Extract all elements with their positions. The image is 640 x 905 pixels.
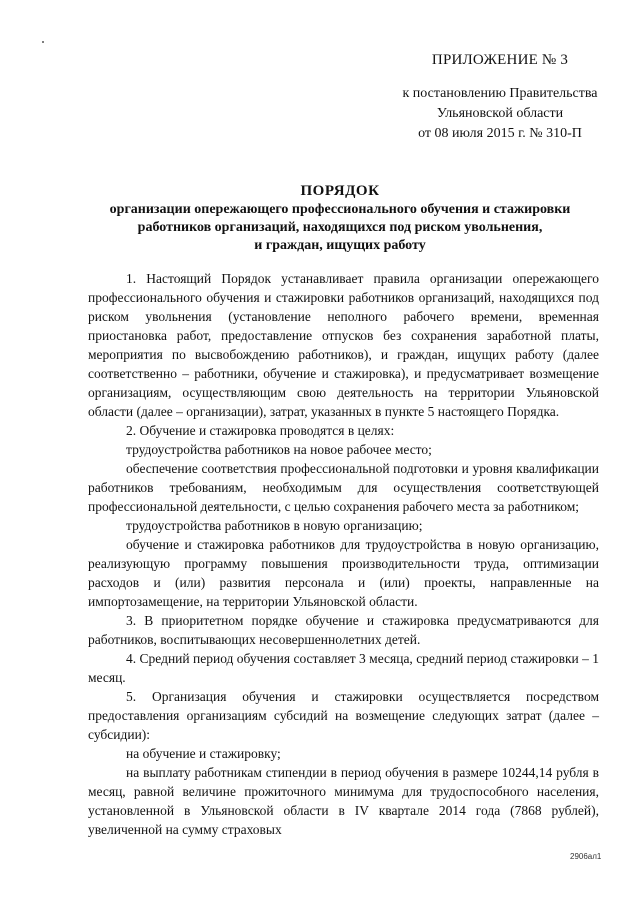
document-subtitle-line-1: организации опережающего профессионального обучения и стажировки [109,202,571,217]
paragraph-4: 4. Средний период обучения составляет 3 месяца, средний период стажировки – 1 месяц. [88,651,599,685]
paragraph-2-item-4: обучение и стажировка работников для трудоустройства в новую организацию, реализующую программу повышения производительности труда, оптимизации расходов и (или) развития персонала и (или) проекты, направленные на импортозамещение, на территории Ульяновской области. [88,537,599,609]
document-title-block [60,182,620,255]
appendix-heading: ПРИЛОЖЕНИЕ № 3 [431,52,569,68]
paragraph-1: 1. Настоящий Порядок устанавливает правила организации опережающего профессионального обучения и стажировки работников организаций, находящихся под риском увольнения (установление неполного рабочего времени, временная приостановка работ, предоставление отпусков без сохранения заработной платы, мероприятия по высвобождению работников), и граждан, ищущих работу (далее соответственно – работники, обучение и стажировка), и предусматривает возмещение организациям, осуществляющим свою деятельность на территории Ульяновской области (далее – организации), затрат, указанных в пункте 5 настоящего Порядка. [88,271,599,419]
appendix-line-2: Ульяновской области [436,106,564,121]
document-body [88,269,599,839]
paragraph-2: 2. Обучение и стажировка проводятся в целях: [126,423,395,438]
scan-speck [42,41,44,43]
paragraph-5: 5. Организация обучения и стажировки осуществляется посредством предоставления организациям субсидий на возмещение следующих затрат (далее – субсидии): [88,689,599,742]
appendix-block [380,50,620,144]
paragraph-5-item-2: на выплату работникам стипендии в период обучения в размере 10244,14 рубля в месяц, равной величине прожиточного минимума для трудоспособного населения, установленной в Ульяновской области в IV квартале 2014 года (7868 рублей), увеличенной на сумму страховых [88,765,599,837]
document-subtitle-line-2: работников организаций, находящихся под риском увольнения, [137,220,543,235]
paragraph-2-item-3: трудоустройства работников в новую организацию; [126,518,423,533]
paragraph-2-item-1: трудоустройства работников на новое рабочее место; [126,442,432,457]
appendix-line-1: к постановлению Правительства [402,86,598,101]
paragraph-2-item-2: обеспечение соответствия профессиональной подготовки и уровня квалификации работников требованиям, необходимым для осуществления соответствующей профессиональной деятельности, с целью сохранения рабочего места за работником; [88,461,599,514]
paragraph-3: 3. В приоритетном порядке обучение и стажировка предусматриваются для работников, воспитывающих несовершеннолетних детей. [88,613,599,647]
paragraph-5-item-1: на обучение и стажировку; [126,746,281,761]
footer-code: 2906ал1 [570,852,602,861]
document-subtitle-line-3: и граждан, ищущих работу [254,238,426,253]
document-title: ПОРЯДОК [300,183,380,199]
appendix-line-3: от 08 июля 2015 г. № 310-П [418,126,582,141]
